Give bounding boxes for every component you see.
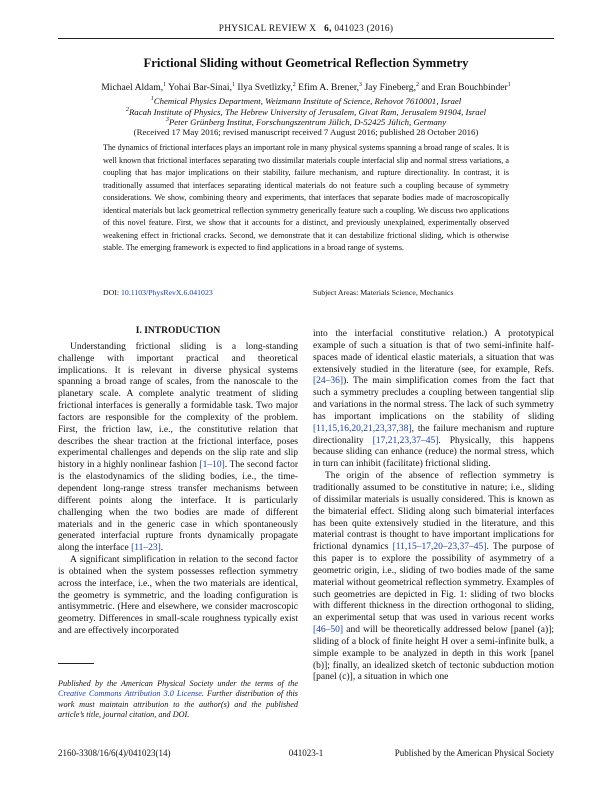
affiliation: $^3$Peter Grünberg Institut, Forschungszentrum Jülich, D-52425 Jülich, Germany: [165, 117, 447, 127]
paragraph: [313, 329, 554, 471]
text-run: and will be theoretically addressed below [panel (a)]; sliding of a block of finite height H over a semi-infinite bulk, a simple example to be analyzed in depth in this work [panel (b)]; finally, an idealized sketch of tectonic subduction motion [panel (c)], a situation in which one: [313, 625, 554, 683]
text-run: . The purpose of this paper is to explore the possibility of asymmetry of a geometric origin, i.e., sliding of two bodies made of the same material without geometrical reflection symmetry. Examples of such geometries are depicted in Fig. 1: sliding of two blocks with different thickness in the direction orthogonal to sliding, an experimental setup that was used in various recent works: [313, 542, 554, 624]
author: Michael Aldam,$^1$: [101, 81, 167, 93]
article-info: 041023 (2016): [334, 24, 394, 34]
text-run: . Physically, this happens because sliding can enhance (reduce) the normal stress, which in turn can inhibit (facilitate) frictional sliding.: [313, 435, 554, 470]
subject-areas: Subject Areas: Materials Science, Mechanics: [313, 288, 454, 297]
license-link[interactable]: Creative Commons Attribution 3.0 License: [58, 689, 202, 699]
affiliation: $^2$Racah Institute of Physics, The Hebrew University of Jerusalem, Givat Ram, Jerusalem 91904, Israel: [125, 106, 487, 117]
author: and Eran Bouchbinder$^1$: [421, 81, 511, 93]
paragraph: [313, 471, 554, 684]
footer-issn: 2160-3308/16/6(4)/041023(14): [58, 748, 171, 758]
text-run: .: [160, 543, 164, 554]
right-column: [313, 329, 554, 684]
author: Efim A. Brener,$^3$: [298, 81, 363, 93]
journal-name: PHYSICAL REVIEW X: [218, 24, 317, 34]
footer-publisher: Published by the American Physical Society: [394, 748, 554, 758]
author: Jay Fineberg,$^2$: [364, 81, 419, 93]
text-run: The origin of the absence of reflection symmetry is traditionally assumed to be constitutive in nature; i.e., sliding of dissimilar materials is usually considered. This is known as the bimaterial effect. Sliding along such bimaterial interfaces has been quite extensively studied in the literature, and this material contrast is thought to have important implications for frictional dynamics: [313, 471, 554, 553]
footer-page-number: 041023-1: [288, 748, 324, 758]
text-run: into the interfacial constitutive relation.) A prototypical example of such a situation is that of two semi-infinite half-spaces made of identical elastic materials, a situation that was extensively studied in the literature (see, for example, Refs.: [313, 329, 554, 375]
author-list: [0, 82, 612, 93]
volume-number: 6,: [324, 24, 332, 34]
citation-link[interactable]: [24–36]: [313, 376, 344, 387]
running-head: [0, 24, 612, 34]
paper-title: Frictional Sliding without Geometrical Reflection Symmetry: [143, 56, 469, 70]
paragraph: [58, 555, 298, 638]
citation-link[interactable]: [46–50]: [313, 625, 344, 636]
affiliation: $^1$Chemical Physics Department, Weizmann Institute of Science, Rehovot 7610001, Israel: [150, 96, 462, 106]
left-column: [58, 326, 298, 638]
text-run: Understanding frictional sliding is a long-standing challenge with important practical and theoretical implications. It is relevant in diverse physical systems spanning a broad range of scales, from the nanoscale to the planetary scale. A complete analytic treatment of sliding frictional interfaces is generally a formidable task. Two major factors are responsible for the complexity of the problem. First, the friction law, i.e., the constitutive relation that describes the shear traction at the frictional interface, poses experimental challenges and depends on the slip rate and slip history in a highly nonlinear fashion: [58, 341, 298, 471]
license-note: Published by the American Physical Society under the terms of the Creative Commons Attribution 3.0 License. Further distribution of this work must maintain attribution to the author(s) and the published article’s title, journal citation, and DOI.: [58, 679, 298, 719]
citation-link[interactable]: [11,15–17,20–23,37–45]: [392, 542, 487, 553]
citation-link[interactable]: [17,21,23,37–45]: [372, 435, 439, 446]
citation-link[interactable]: [1–10]: [199, 460, 225, 471]
citation-link[interactable]: [11,15,16,20,21,23,37,38]: [313, 423, 412, 434]
paragraph: [58, 342, 298, 555]
doi-link[interactable]: 10.1103/PhysRevX.6.041023: [120, 288, 213, 297]
text-run: A significant simplification in relation to the second factor is obtained when the system possesses reflection symmetry across the interface, i.e., when the two materials are identical, the geometry is symmetric, and the loading configuration is antisymmetric. (Here and elsewhere, we consider macroscopic geometry. Differences in small-scale roughness typically exist and are effectively incorporated: [58, 555, 298, 637]
author: Yohai Bar-Sinai,$^1$: [168, 81, 235, 93]
footnote-rule: [58, 663, 94, 664]
text-run: ). The main simplification comes from the fact that such a symmetry precludes a coupling between tangential slip and variations in the normal stress. The lack of such symmetry has important implications on the stability of sliding: [313, 376, 554, 422]
received-dates: (Received 17 May 2016; revised manuscript received 7 August 2016; published 28 October 2016): [133, 127, 479, 137]
text-run: , the failure mechanism and rupture directionality: [313, 423, 554, 446]
abstract: The dynamics of frictional interfaces plays an important role in many physical systems spanning a broad range of scales. It is well known that frictional interfaces separating two dissimilar materials couple interfacial slip and normal stress variations, a coupling that has major implications on their stability, failure mechanism, and rupture directionality. In contrast, it is traditionally assumed that interfaces separating identical materials do not feature such a coupling because of symmetry considerations. We show, combining theory and experiments, that interfaces that separate bodies made of macroscopically identical materials but lack geometrical reflection symmetry generically feature such a coupling. We discuss two applications of this novel feature. First, we show that it accounts for a distinct, and previously unexplained, experimentally observed weakening effect in frictional cracks. Second, we demonstrate that it can destabilize frictional sliding, which is otherwise stable. The emerging framework is expected to find applications in a broad range of systems.: [103, 143, 509, 253]
doi: DOI: 10.1103/PhysRevX.6.041023: [103, 288, 213, 297]
text-run: . The second factor is the elastodynamics of the sliding bodies, i.e., the time-dependent long-range stress transfer mechanisms between different points along the interface. It is particularly challenging when the two bodies are made of different materials and in the generic case in which spontaneously generated interfacial rupture fronts dynamically propagate along the interface: [58, 460, 298, 554]
section-heading: I. INTRODUCTION: [135, 326, 221, 336]
author: Ilya Svetlizky,$^2$: [237, 81, 296, 93]
citation-link[interactable]: [11–23]: [131, 543, 161, 554]
header-rule: [58, 38, 554, 39]
